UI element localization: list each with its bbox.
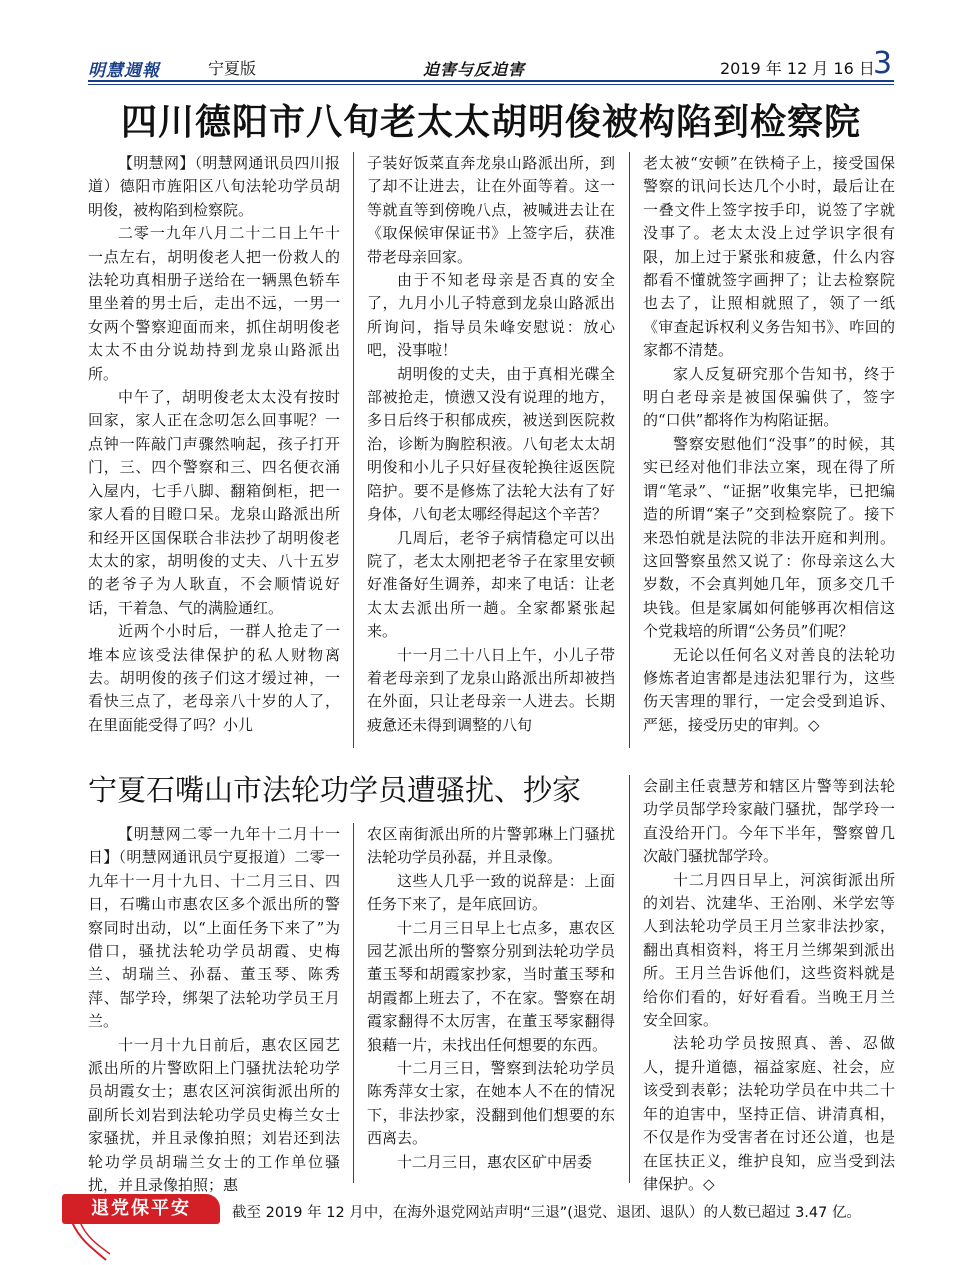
paragraph: 农区南街派出所的片警郭琳上门骚扰法轮功学员孙磊，并且录像。 [367,825,615,867]
article2-column-1 [88,823,340,1198]
paragraph: 会副主任袁慧芳和辖区片警等到法轮功学员郜学玲家敲门骚扰，郜学玲一直没给开门。今年下半年，警察曾几次敲门骚扰郜学玲。 [643,777,895,866]
paragraph: 胡明俊的丈夫，由于真相光碟全部被抢走，愤懑又没有说理的地方，多日后终于积郁成疾，被送到医院救治，诊断为胸腔积液。八旬老太太胡明俊和小儿子只好昼夜轮换往返医院陪护。要不是修炼了法轮大法有了好身体，八旬老太哪经得起这个辛苦？ [367,364,615,524]
paragraph: 十二月三日，警察到法轮功学员陈秀萍女士家，在她本人不在的情况下，非法抄家，没翻到他们想要的东西离去。 [367,1059,615,1148]
column-divider [629,775,630,1183]
paragraph: 二零一九年八月二十二日上午十一点左右，胡明俊老人把一份救人的法轮功真相册子送给在一辆黑色轿车里坐着的男士后，走出不远，一男一女两个警察迎面而来，抓住胡明俊老太太不由分说劫持到龙泉山路派出所。 [88,224,340,383]
article2-headline: 宁夏石嘴山市法轮功学员遭骚扰、抄家 [88,773,582,807]
paragraph: 十一月二十八日上午，小儿子带着老母亲到了龙泉山路派出所却被挡在外面，只让老母亲一人进去。长期疲惫还未得到调整的八旬 [367,645,615,734]
paragraph: 十二月三日早上七点多，惠农区园艺派出所的警察分别到法轮功学员董玉琴和胡霞家抄家，当时董玉琴和胡霞都上班去了，不在家。警察在胡霞家翻得不太厉害，在董玉琴家翻得狼藉一片，未找出任何想要的东西。 [367,918,615,1054]
paragraph: 十二月四日早上，河滨街派出所的刘岩、沈建华、王治刚、米学宏等人到法轮功学员王月兰家非法抄家，翻出真相资料，将王月兰绑架到派出所。王月兰告诉他们，这些资料就是给你们看的，好好看看。当晚王月兰安全回家。 [643,870,895,1030]
column-divider [353,152,354,748]
paragraph: 警察安慰他们“没事”的时候，其实已经对他们非法立案，现在得了所谓“笔录”、“证据”收集完毕，已把编造的所谓“案子”交到检察院了。接下来恐怕就是法院的非法开庭和判刑。这回警察虽然又说了：你母亲这么大岁数，不会真判她几年，顶多交几千块钱。但是家属如何能够再次相信这个党栽培的所谓“公务员”们呢？ [643,434,895,641]
section-title: 迫害与反迫害 [423,60,526,79]
paragraph: 近两个小时后，一群人抢走了一堆本应该受法律保护的私人财物离去。胡明俊的孩子们这才缓过神，一看快三点了，老母亲八十岁的人了，在里面能受得了吗？小儿 [88,622,340,734]
paragraph: 【明慧网二零一九年十二月十一日】（明慧网通讯员宁夏报道）二零一九年十一月十九日、十二月三日、四日，石嘴山市惠农区多个派出所的警察同时出动，以“上面任务下来了”为借口，骚扰法轮功学员胡霞、史梅兰、胡瑞兰、孙磊、董玉琴、陈秀萍、郜学玲，绑架了法轮功学员王月兰。 [88,825,340,1031]
header-rule-thin [88,84,894,85]
article1-column-2 [367,152,615,737]
article2-column-3 [643,775,895,1196]
paragraph: 法轮功学员按照真、善、忍做人，提升道德，福益家庭、社会，应该受到表彰；法轮功学员在中共二十年的迫害中，坚持正信、讲清真相，不仅是作为受害者在讨还公道，也是在匡扶正义，维护良知，应当受到法律保护。◇ [643,1034,895,1193]
paragraph: 中午了，胡明俊老太太没有按时回家，家人正在念叨怎么回事呢？一点钟一阵敲门声骤然响起，孩子打开门，三、四个警察和三、四名便衣涌入屋内，七手八脚、翻箱倒柜，把一家人看的目瞪口呆。龙泉山路派出所和经开区国保联合非法抄了胡明俊老太太的家，胡明俊的丈夫、八十五岁的老爷子为人耿直，不会顺情说好话，干着急、气的满脸通红。 [88,388,340,617]
article1-column-3 [643,152,895,737]
paragraph: 家人反复研究那个告知书，终于明白老母亲是被国保骗供了，签字的“口供”都将作为构陷证据。 [643,364,895,430]
article1-column-1 [88,152,340,737]
article1-headline: 四川德阳市八旬老太太胡明俊被构陷到检察院 [120,101,861,143]
paragraph: 【明慧网】（明慧网通讯员四川报道）德阳市旌阳区八旬法轮功学员胡明俊，被构陷到检察院。 [88,154,340,219]
page-header [88,46,894,81]
paragraph: 这些人几乎一致的说辞是：上面任务下来了，是年底回访。 [367,871,615,914]
paragraph: 老太被“安顿”在铁椅子上，接受国保警察的讯问长达几个小时，最后让在一叠文件上签字按手印，说签了字就没事了。老太太没上过学识字很有限，加上过于紧张和疲惫，什么内容都看不懂就签字画押了；让去检察院也去了，让照相就照了，领了一纸《审查起诉权利义务告知书》、咋回的家都不清楚。 [643,154,895,360]
footer-notice: 截至 2019 年 12 月中，在海外退党网站声明“三退”(退党、退团、退队）的人数已超过 3.47 亿。 [232,1205,861,1221]
edition-label: 宁夏版 [208,59,257,78]
paragraph: 子装好饭菜直奔龙泉山路派出所，到了却不让进去，让在外面等着。这一等就直等到傍晚八点，被喊进去让在《取保候审保证书》上签字后，获准带老母亲回家。 [367,154,615,266]
paragraph: 无论以任何名义对善良的法轮功修炼者迫害都是违法犯罪行为，这些伤天害理的罪行，一定会受到追诉、严惩，接受历史的审判。◇ [643,645,895,734]
column-divider [353,823,354,1183]
header-rule [88,80,894,82]
article2-column-2 [367,823,615,1174]
ribbon-tail-icon [66,1220,126,1264]
paragraph: 十二月三日，惠农区矿中居委 [397,1152,593,1171]
masthead-logo: 明慧週報 [88,61,160,81]
quit-party-badge: 退党保平安 [62,1194,220,1224]
column-divider [629,152,630,748]
paragraph: 十一月十九日前后，惠农区园艺派出所的片警欧阳上门骚扰法轮功学员胡霞女士；惠农区河滨街派出所的副所长刘岩到法轮功学员史梅兰女士家骚扰，并且录像拍照；刘岩还到法轮功学员胡瑞兰女士的工作单位骚扰，并且录像拍照；惠 [88,1035,340,1195]
issue-date: 2019 年 12 月 16 日 [720,59,875,78]
paragraph: 由于不知老母亲是否真的安全了，九月小儿子特意到龙泉山路派出所询问，指导员朱峰安慰说：放心吧，没事啦！ [367,271,615,360]
page-number: 3 [873,46,893,81]
paragraph: 几周后，老爷子病情稳定可以出院了，老太太刚把老爷子在家里安顿好准备好生调养，却来了电话：让老太太去派出所一趟。全家都紧张起来。 [367,528,615,641]
